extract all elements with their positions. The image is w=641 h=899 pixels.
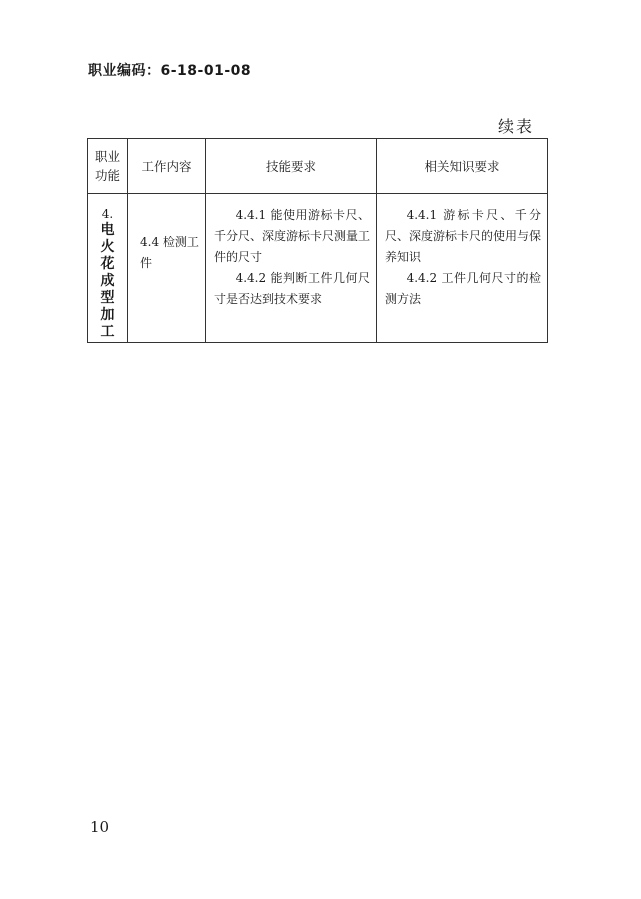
- table-header-row: [88, 139, 548, 194]
- header-function: [88, 139, 128, 194]
- header-work-content: 工作内容: [128, 139, 206, 194]
- knowledge-item: 4.4.1 游标卡尺、千分尺、深度游标卡尺的使用与保养知识: [385, 208, 542, 264]
- header-function-label: 职业 功能: [94, 149, 120, 183]
- work-content-cell: 4.4 检测工件: [128, 194, 206, 343]
- continued-label: 续表: [498, 117, 535, 136]
- skill-requirements-cell: [206, 194, 377, 343]
- page-number: 10: [90, 818, 110, 836]
- knowledge-item: 4.4.2 工件几何尺寸的检测方法: [385, 271, 541, 306]
- knowledge-requirements-cell: [377, 194, 548, 343]
- skills-table: [87, 138, 548, 343]
- header-skill-requirements: 技能要求: [206, 139, 377, 194]
- table-row: [88, 194, 548, 343]
- function-name: 电火花成型加工: [100, 222, 115, 340]
- function-cell: [88, 194, 128, 343]
- header-knowledge-requirements: 相关知识要求: [377, 139, 548, 194]
- function-number: 4.: [101, 207, 114, 221]
- occupation-code: 职业编码：6-18-01-08: [88, 63, 252, 79]
- skill-item: 4.4.2 能判断工件几何尺寸是否达到技术要求: [214, 271, 370, 306]
- skill-item: 4.4.1 能使用游标卡尺、千分尺、深度游标卡尺测量工件的尺寸: [214, 208, 371, 264]
